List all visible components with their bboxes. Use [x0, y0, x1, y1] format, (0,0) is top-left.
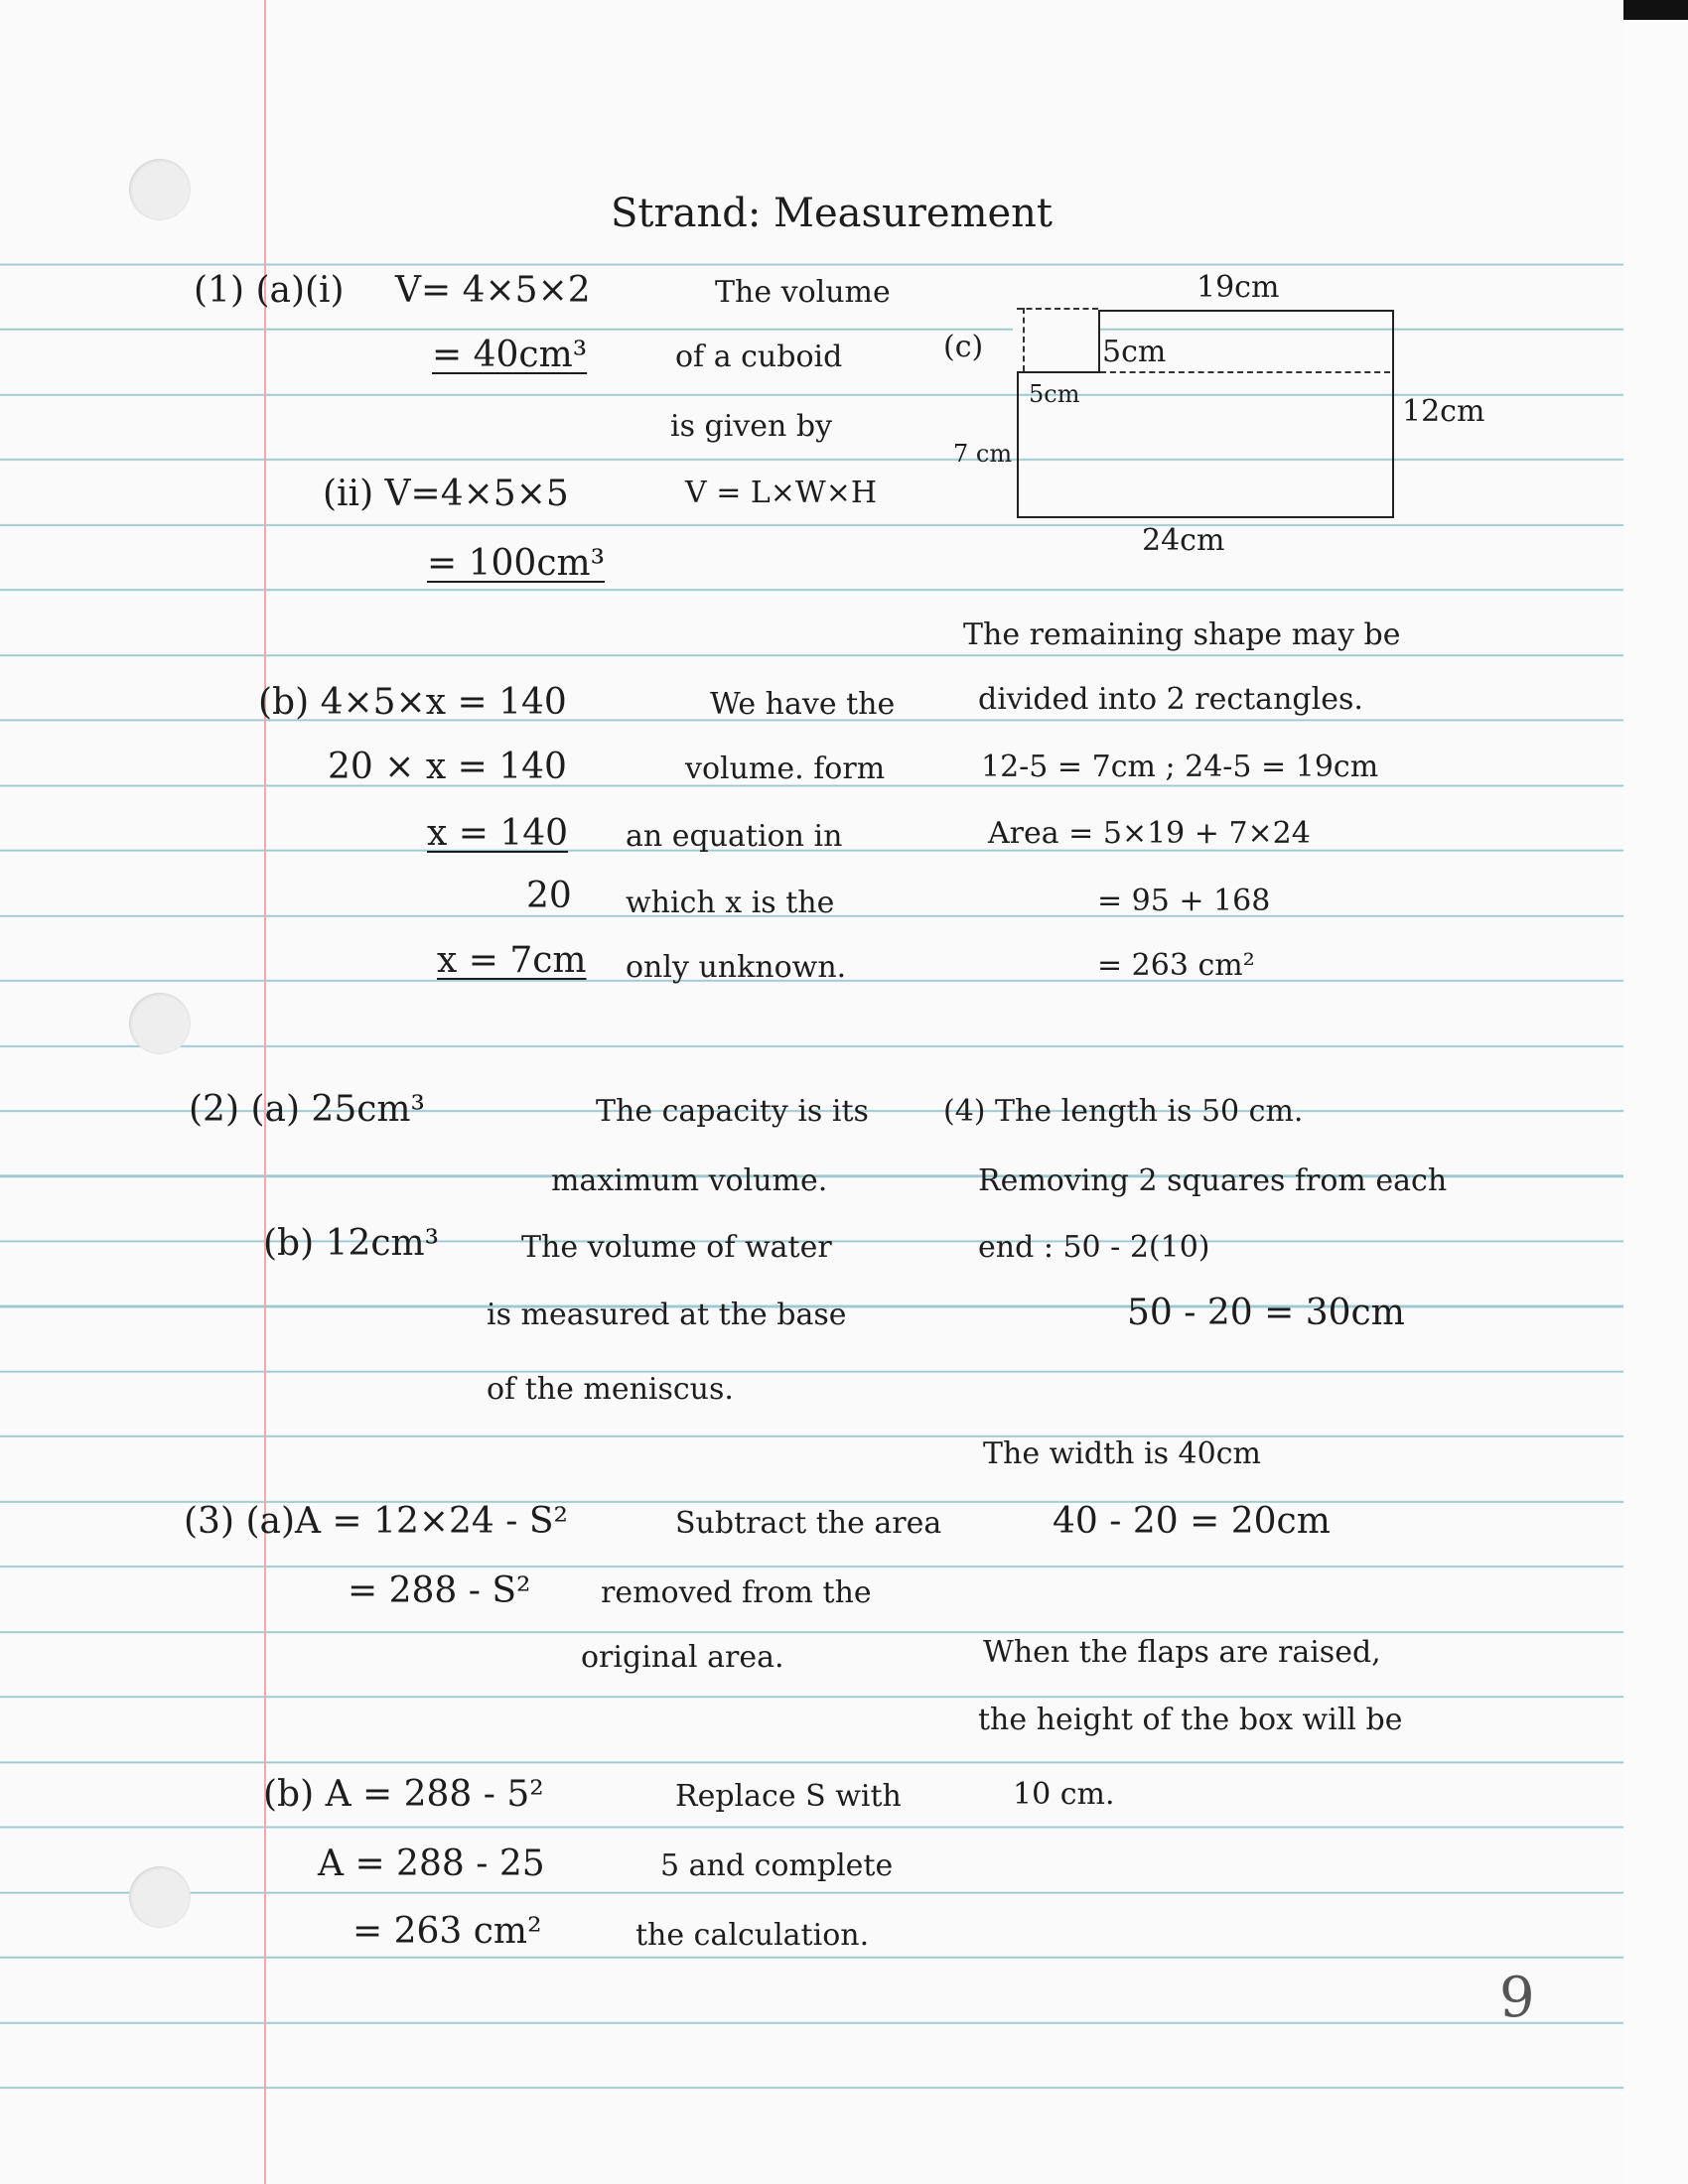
q1-a-i-label: (1) (a)(i)	[194, 270, 345, 311]
diagram-dashed-middle	[1100, 371, 1390, 373]
q2-a-note-1: The capacity is its	[596, 1094, 869, 1129]
page-number: 9	[1499, 1966, 1535, 2030]
diagram-cut-vertical	[1098, 310, 1100, 371]
q2-a-note-2: maximum volume.	[551, 1163, 828, 1198]
punch-hole-middle	[129, 993, 191, 1054]
q1-c-line-5: = 95 + 168	[1097, 884, 1271, 918]
page-edge	[1623, 0, 1688, 2184]
q1-b-line-2: 20 × x = 140	[328, 747, 567, 787]
diagram-dashed-left	[1023, 308, 1025, 371]
diagram-top-edge	[1098, 310, 1392, 312]
punch-hole-bottom	[129, 1866, 191, 1928]
q1-b-line-3: x = 140	[427, 813, 569, 854]
q1-note-1: The volume	[715, 275, 891, 310]
q1-c-line-6: = 263 cm²	[1097, 948, 1255, 983]
q3-b-note-2: 5 and complete	[660, 1848, 894, 1883]
q1-b-line-5: x = 7cm	[437, 940, 587, 981]
diagram-cut-horizontal	[1017, 371, 1100, 373]
q4-line-3: end : 50 - 2(10)	[978, 1230, 1210, 1265]
q1-b-line-4: 20	[526, 876, 572, 916]
q2-b-note-1: The volume of water	[521, 1230, 832, 1265]
q1-note-2: of a cuboid	[675, 340, 843, 374]
page-bottom-blank	[0, 2100, 1688, 2184]
q3-b-line-1: (b) A = 288 - 5²	[263, 1774, 544, 1815]
q1-b-note-4: which x is the	[626, 886, 835, 920]
q3-a-line-2: = 288 - S²	[348, 1570, 531, 1611]
q3-b-line-3: = 263 cm²	[352, 1911, 542, 1952]
diagram-left-edge	[1017, 371, 1019, 516]
q2-b-note-2: is measured at the base	[487, 1297, 847, 1332]
q4-line-4: 50 - 20 = 30cm	[1127, 1293, 1405, 1333]
q1-b-line-1: (b) 4×5×x = 140	[258, 682, 567, 723]
q1-a-ii-result: = 100cm³	[427, 543, 606, 584]
q3-b-line-2: A = 288 - 25	[318, 1843, 545, 1884]
q1-b-note-2: volume. form	[685, 751, 886, 786]
scan-edge	[1623, 0, 1688, 20]
q1-b-note-1: We have the	[710, 687, 896, 722]
q4-line-9: 10 cm.	[1013, 1777, 1115, 1812]
q3-a-note-2: removed from the	[601, 1575, 872, 1610]
page-title: Strand: Measurement	[611, 191, 1053, 236]
q4-line-1: (4) The length is 50 cm.	[943, 1094, 1304, 1129]
q3-b-note-3: the calculation.	[635, 1918, 870, 1953]
q3-b-note-1: Replace S with	[675, 1779, 902, 1814]
q2-a: (2) (a) 25cm³	[189, 1089, 425, 1130]
diagram-label-left: 7 cm	[953, 440, 1013, 468]
q1-b-note-3: an equation in	[626, 819, 843, 854]
diagram-label-inner-side: 5cm	[1102, 335, 1167, 369]
q1-c-label: (c)	[943, 330, 984, 364]
q1-note-4: V = L×W×H	[685, 476, 878, 510]
diagram-label-right: 12cm	[1402, 394, 1485, 429]
diagram-label-bottom: 24cm	[1142, 523, 1225, 558]
q1-c-line-3: 12-5 = 7cm ; 24-5 = 19cm	[981, 750, 1379, 784]
diagram-dashed-top	[1017, 308, 1098, 310]
q1-c-line-4: Area = 5×19 + 7×24	[988, 816, 1311, 851]
diagram-cut-corner	[1013, 303, 1100, 372]
q4-line-8: the height of the box will be	[978, 1703, 1403, 1737]
q1-a-i-result: = 40cm³	[432, 335, 588, 375]
q3-a-note-1: Subtract the area	[675, 1506, 942, 1541]
q4-line-7: When the flaps are raised,	[983, 1635, 1381, 1670]
q1-c-line-1: The remaining shape may be	[963, 617, 1401, 652]
q4-line-6: 40 - 20 = 20cm	[1053, 1501, 1331, 1542]
diagram-label-inner-bottom: 5cm	[1029, 380, 1080, 408]
q1-note-3: is given by	[670, 409, 833, 444]
q3-a-note-3: original area.	[581, 1640, 784, 1675]
punch-hole-top	[129, 159, 191, 220]
q1-c-line-2: divided into 2 rectangles.	[978, 682, 1363, 717]
q1-a-i-equation: V= 4×5×2	[395, 270, 591, 311]
diagram-label-top: 19cm	[1196, 270, 1280, 305]
q3-a-line-1: (3) (a)A = 12×24 - S²	[184, 1501, 568, 1542]
q1-a-ii-equation: (ii) V=4×5×5	[323, 474, 569, 514]
q2-b: (b) 12cm³	[263, 1223, 440, 1264]
q4-line-5: The width is 40cm	[983, 1436, 1261, 1471]
q2-b-note-3: of the meniscus.	[487, 1372, 734, 1407]
q1-b-note-5: only unknown.	[626, 950, 847, 985]
q4-line-2: Removing 2 squares from each	[978, 1163, 1448, 1198]
